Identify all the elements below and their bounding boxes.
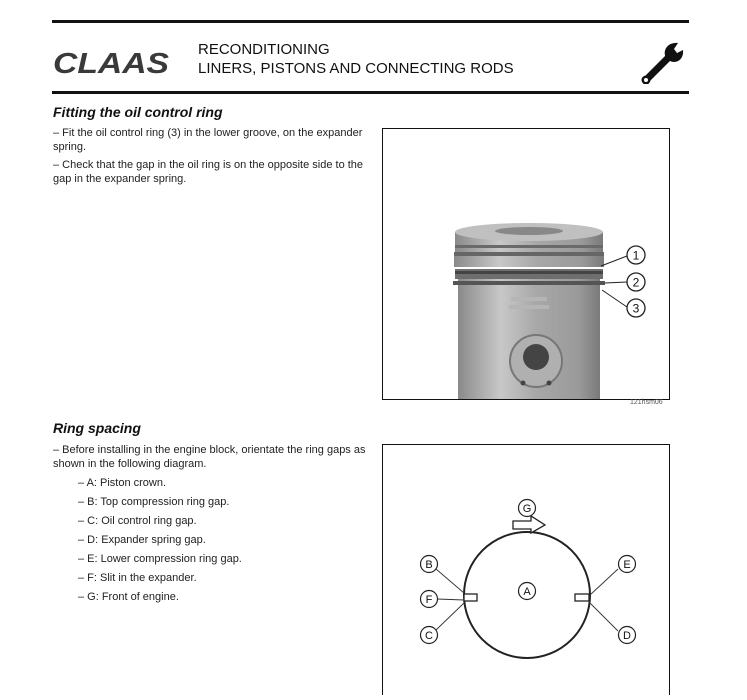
figure-reference: 121hsm06	[630, 399, 663, 406]
legend-item: – G: Front of engine.	[78, 591, 179, 603]
combustion-bowl	[495, 227, 563, 235]
paragraph: – Check that the gap in the oil ring is on the opposite side to the gap in the expander spring.	[53, 159, 364, 185]
svg-text:F: F	[425, 594, 433, 606]
svg-text:3: 3	[632, 301, 640, 316]
label-e	[619, 556, 636, 573]
legend-item: – F: Slit in the expander.	[78, 572, 197, 584]
paragraph: – Fit the oil control ring (3) in the lower groove, on the expander spring.	[53, 127, 363, 153]
gap-slot-right	[575, 594, 589, 601]
svg-text:D: D	[623, 630, 631, 642]
label-b	[421, 556, 438, 573]
svg-text:1: 1	[632, 248, 640, 263]
svg-text:2: 2	[632, 275, 640, 290]
legend-item: – C: Oil control ring gap.	[78, 515, 197, 527]
svg-text:E: E	[623, 559, 631, 571]
label-c	[421, 627, 438, 644]
svg-text:A: A	[523, 586, 531, 598]
section-title-ring-spacing: Ring spacing	[53, 420, 141, 436]
callout-2	[627, 273, 645, 291]
section1-text	[53, 126, 375, 190]
ring-3-edge	[455, 271, 603, 274]
section-title-oil-control-ring: Fitting the oil control ring	[53, 104, 223, 120]
wrench-icon	[638, 40, 688, 84]
ring-spacing-diagram	[382, 444, 670, 695]
front-arrow-icon	[513, 516, 545, 533]
callout-3	[627, 299, 645, 317]
ring-land	[454, 255, 604, 267]
ring-gap-diagram	[383, 445, 669, 695]
label-d	[619, 627, 636, 644]
pin-hole	[523, 344, 549, 370]
ring-gap-legend	[78, 474, 242, 607]
svg-text:G: G	[522, 503, 532, 515]
header-bottom-rule	[52, 91, 689, 94]
svg-text:C: C	[425, 630, 433, 642]
header-top-rule	[52, 20, 689, 23]
claas-logo	[53, 49, 171, 77]
oil-ring	[453, 281, 605, 285]
callout-1	[627, 246, 645, 264]
paragraph: – Before installing in the engine block, orientate the ring gaps as shown in the following diagram.	[53, 444, 366, 470]
ring-2	[454, 252, 604, 256]
section2-intro	[53, 443, 375, 475]
piston-illustration	[383, 129, 669, 399]
svg-text:B: B	[425, 559, 433, 571]
page-title	[198, 40, 514, 78]
label-a	[519, 583, 536, 600]
title-line-2: LINERS, PISTONS AND CONNECTING RODS	[198, 60, 514, 77]
legend-item: – A: Piston crown.	[78, 477, 167, 489]
legend-item: – E: Lower compression ring gap.	[78, 553, 242, 565]
legend-item: – B: Top compression ring gap.	[78, 496, 230, 508]
label-g	[519, 500, 536, 517]
piston-photo-figure	[382, 128, 670, 400]
gap-slot-left	[464, 594, 477, 601]
title-line-1: RECONDITIONING	[198, 41, 330, 58]
legend-item: – D: Expander spring gap.	[78, 534, 206, 546]
brand-text: CLAAS	[53, 49, 170, 77]
label-f	[421, 591, 438, 608]
